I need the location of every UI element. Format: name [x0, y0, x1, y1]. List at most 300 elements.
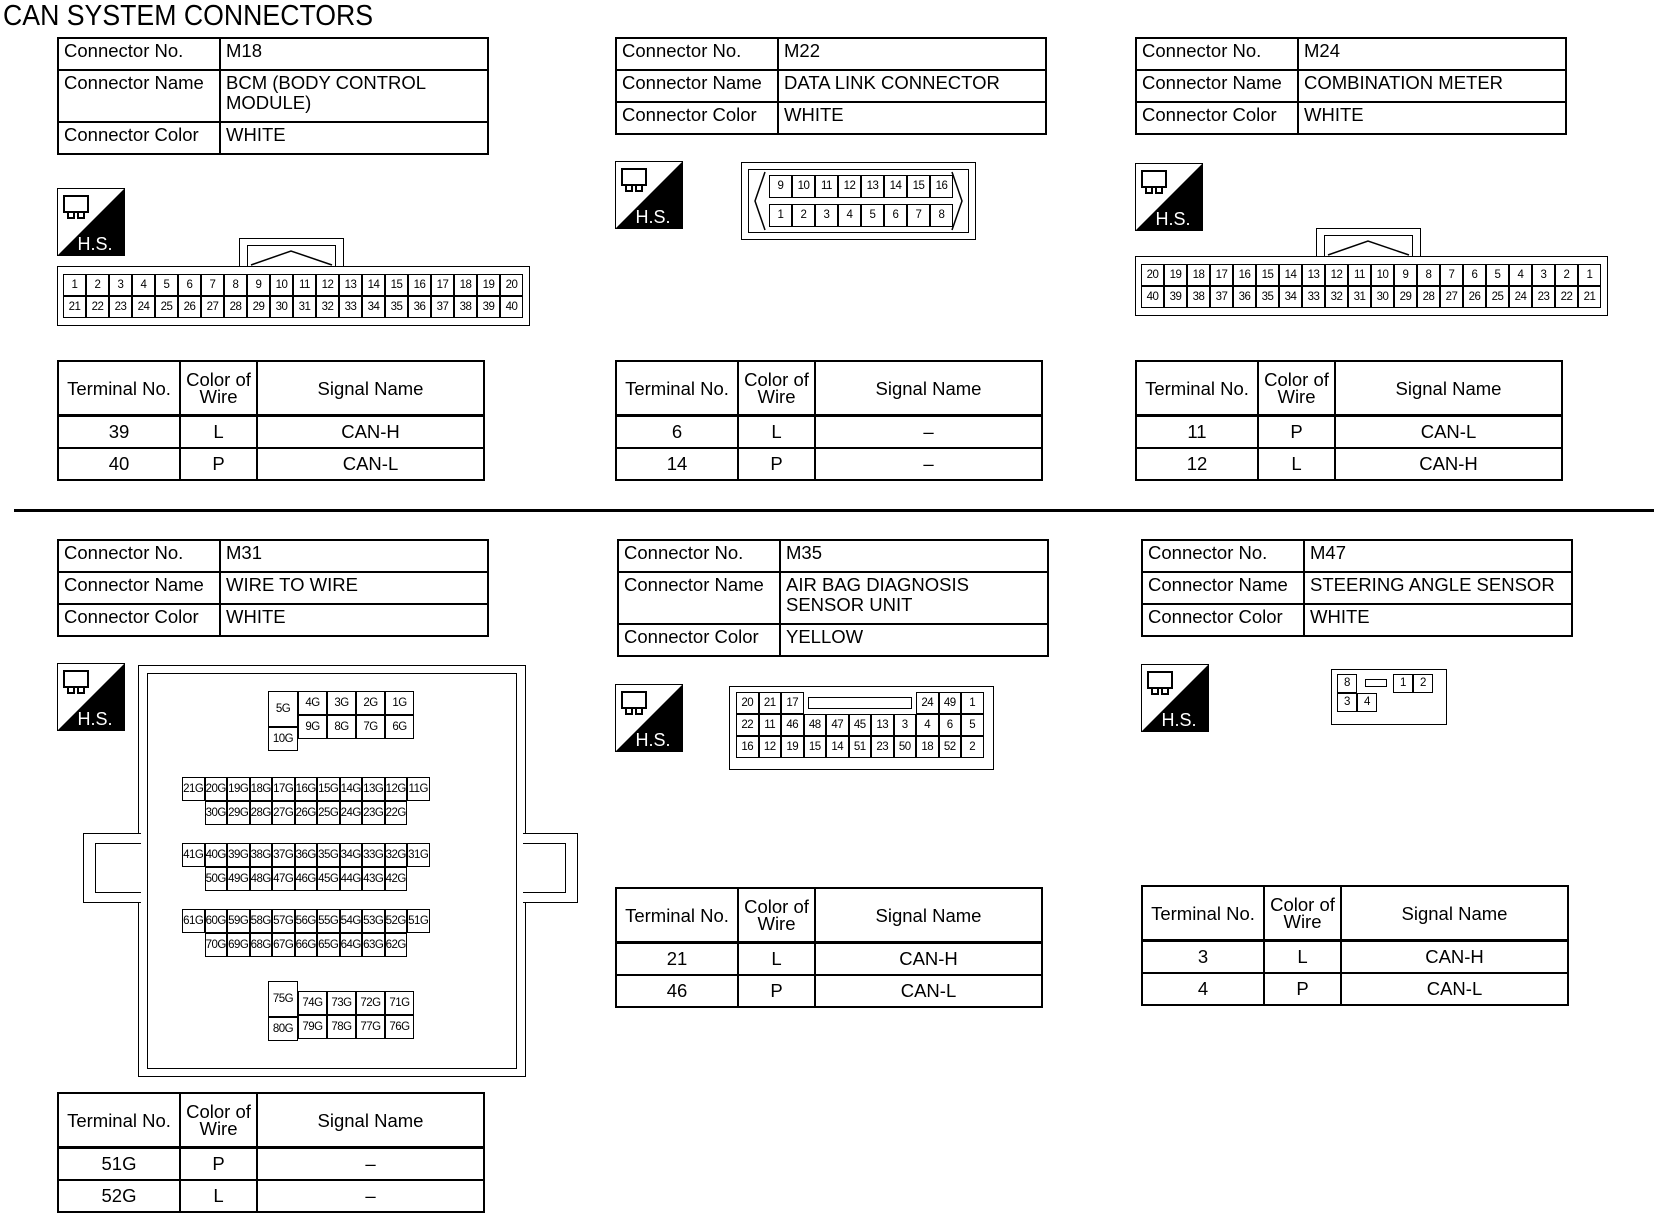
pin: 34 [1279, 286, 1302, 308]
connector-color-label: Connector Color [1142, 604, 1304, 636]
pin: 31 [1348, 286, 1371, 308]
connector-face-m47 [1331, 669, 1447, 725]
pin: 15 [907, 175, 930, 198]
pin: 38G [250, 843, 273, 867]
pin: 24 [916, 692, 939, 714]
pin: 69G [227, 933, 250, 957]
pin: 20 [500, 274, 523, 296]
connector-name-text: BCM (BODY CONTROL MODULE) [226, 72, 426, 113]
pin: 70G [205, 933, 228, 957]
latch-chevron-icon [247, 247, 336, 267]
pin: 54G [340, 909, 363, 933]
pin: 34G [340, 843, 363, 867]
pin: 31G [407, 843, 430, 867]
pin: 15 [385, 274, 408, 296]
dlc-outline-icon [741, 162, 976, 240]
terminal-no: 11 [1136, 416, 1258, 449]
terminal-table-m35 [615, 887, 1043, 1008]
hs-label: H.S. [77, 234, 113, 254]
pin: 3 [1532, 264, 1555, 286]
pin: 29G [227, 801, 250, 825]
pin: 4 [1509, 264, 1532, 286]
pin: 13 [1302, 264, 1325, 286]
pin: 5G [268, 691, 298, 727]
pin: 75G [268, 981, 298, 1017]
pin: 24 [1509, 286, 1532, 308]
terminal-no: 52G [58, 1180, 180, 1212]
connector-color-label: Connector Color [58, 604, 220, 636]
connector-info-m35 [617, 539, 1049, 657]
pin: 11 [1348, 264, 1371, 286]
pin: 56G [295, 909, 318, 933]
pin: 50 [894, 736, 917, 758]
hs-label: H.S. [77, 709, 113, 729]
pin: 68G [250, 933, 273, 957]
table-row [58, 1148, 484, 1181]
hs-label: H.S. [1161, 710, 1197, 730]
harness-side-icon [1135, 163, 1203, 231]
pin: 47 [826, 714, 849, 736]
connector-name-value: WIRE TO WIRE [220, 572, 488, 604]
table-row [616, 943, 1042, 976]
terminal-no-header: Terminal No. [1136, 361, 1258, 416]
connector-color-value: WHITE [220, 122, 488, 154]
pin: 16 [1233, 264, 1256, 286]
pin: 64G [340, 933, 363, 957]
signal-name-header: Signal Name [815, 888, 1042, 943]
terminal-table-m18 [57, 360, 485, 481]
color-of-wire-header: Color of Wire [1258, 361, 1335, 416]
pin: 3 [894, 714, 917, 736]
connector-name-label: Connector Name [616, 70, 778, 102]
connector-name-value: DATA LINK CONNECTOR [778, 70, 1046, 102]
pin: 1 [63, 274, 86, 296]
pin: 26 [1463, 286, 1486, 308]
terminal-no: 40 [58, 448, 180, 480]
pin: 11 [759, 714, 782, 736]
pin: 38 [1187, 286, 1210, 308]
pin: 38 [454, 296, 477, 318]
signal-name: CAN-H [815, 943, 1042, 976]
connector-color-label: Connector Color [616, 102, 778, 134]
signal-name-header: Signal Name [257, 1093, 484, 1148]
hs-label: H.S. [635, 207, 671, 227]
pin: 59G [227, 909, 250, 933]
pin: 23 [1532, 286, 1555, 308]
connector-no-value: M47 [1304, 540, 1572, 572]
pin: 18 [1187, 264, 1210, 286]
signal-name: CAN-L [1335, 416, 1562, 449]
pin: 17 [781, 692, 804, 714]
pin: 13 [871, 714, 894, 736]
terminal-table-m24 [1135, 360, 1563, 481]
pin: 14 [884, 175, 907, 198]
pin: 67G [272, 933, 295, 957]
pin: 14 [362, 274, 385, 296]
pin: 37 [431, 296, 454, 318]
pin: 20 [1141, 264, 1164, 286]
terminal-no-header: Terminal No. [1142, 886, 1264, 941]
signal-name: – [815, 416, 1042, 449]
pin: 74G [298, 991, 327, 1015]
pin: 19 [1164, 264, 1187, 286]
pin: 11 [815, 175, 838, 198]
pin: 46 [781, 714, 804, 736]
connector-key-slot [808, 697, 912, 709]
pin: 43G [362, 867, 385, 891]
connector-face-m24 [1135, 228, 1608, 316]
pin: 62G [385, 933, 408, 957]
pin: 42G [385, 867, 408, 891]
pin: 15 [1256, 264, 1279, 286]
pin: 11 [293, 274, 316, 296]
pin: 21 [63, 296, 86, 318]
pin: 39 [477, 296, 500, 318]
connector-side-tab-left-inner [95, 843, 141, 893]
color-of-wire-header: Color of Wire [180, 1093, 257, 1148]
pin: 36G [295, 843, 318, 867]
pin: 1 [1578, 264, 1601, 286]
pin: 21 [1578, 286, 1601, 308]
color-of-wire-header: Color of Wire [738, 888, 815, 943]
pin: 50G [205, 867, 228, 891]
pin: 79G [298, 1015, 327, 1039]
pin: 1 [769, 204, 792, 227]
pin: 24G [340, 801, 363, 825]
pin: 3 [815, 204, 838, 227]
pin: 33 [1302, 286, 1325, 308]
pin: 45 [849, 714, 872, 736]
signal-name: CAN-L [1341, 973, 1568, 1005]
color-of-wire-header: Color of Wire [1264, 886, 1341, 941]
pin: 21 [759, 692, 782, 714]
pin: 14 [826, 736, 849, 758]
pin: 6 [1463, 264, 1486, 286]
connector-side-tab-right-inner [523, 843, 566, 893]
pin: 53G [362, 909, 385, 933]
pin: 14G [340, 777, 363, 801]
pin: 47G [272, 867, 295, 891]
pin: 7 [1440, 264, 1463, 286]
pin: 30G [205, 801, 228, 825]
pin: 22G [385, 801, 408, 825]
connector-no-label: Connector No. [1136, 38, 1298, 70]
terminal-no: 46 [616, 975, 738, 1007]
signal-name: CAN-H [257, 416, 484, 449]
wire-color: P [180, 1148, 257, 1181]
table-row [1142, 973, 1568, 1005]
pin: 12G [385, 777, 408, 801]
connector-info-m22 [615, 37, 1047, 135]
wire-color: P [1258, 416, 1335, 449]
connector-name-text: AIR BAG DIAGNOSIS SENSOR UNIT [786, 574, 969, 615]
terminal-table-m22 [615, 360, 1043, 481]
pin: 12 [838, 175, 861, 198]
connector-name-label: Connector Name [1142, 572, 1304, 604]
pin: 12 [1325, 264, 1348, 286]
pin: 45G [317, 867, 340, 891]
connector-no-label: Connector No. [58, 38, 220, 70]
pin: 9 [247, 274, 270, 296]
pin: 18G [250, 777, 273, 801]
pin: 44G [340, 867, 363, 891]
connector-face-m18 [57, 238, 530, 326]
connector-color-value: WHITE [1298, 102, 1566, 134]
signal-name-header: Signal Name [1341, 886, 1568, 941]
pin: 4G [298, 691, 327, 715]
terminal-no-header: Terminal No. [616, 361, 738, 416]
connector-no-value: M24 [1298, 38, 1566, 70]
pin: 13 [339, 274, 362, 296]
connector-info-m31 [57, 539, 489, 637]
pin: 33G [362, 843, 385, 867]
pin: 51 [849, 736, 872, 758]
wire-color: L [180, 1180, 257, 1212]
pin: 2 [1413, 674, 1433, 693]
connector-name-label: Connector Name [58, 70, 220, 122]
connector-name-label: Connector Name [1136, 70, 1298, 102]
connector-name-value [780, 572, 1048, 624]
pin: 40G [205, 843, 228, 867]
pin: 24 [132, 296, 155, 318]
pin: 5 [1486, 264, 1509, 286]
wire-color: L [738, 943, 815, 976]
pin: 13G [362, 777, 385, 801]
pin: 10 [270, 274, 293, 296]
wire-color: P [1264, 973, 1341, 1005]
pin: 1 [1393, 674, 1413, 693]
connector-no-value: M22 [778, 38, 1046, 70]
pin: 78G [327, 1015, 356, 1039]
pin: 34 [362, 296, 385, 318]
pin: 19 [477, 274, 500, 296]
pin: 15G [317, 777, 340, 801]
pin: 5 [861, 204, 884, 227]
terminal-table-m47 [1141, 885, 1569, 1006]
pin: 8 [930, 204, 953, 227]
wire-color: L [1258, 448, 1335, 480]
pin: 10G [268, 727, 298, 751]
pin: 31 [293, 296, 316, 318]
pin: 36 [1233, 286, 1256, 308]
section-divider [14, 509, 1654, 512]
harness-side-icon [1141, 664, 1209, 732]
pin: 16G [295, 777, 318, 801]
pin: 41G [182, 843, 205, 867]
pin: 4 [1357, 693, 1377, 712]
pin: 21G [182, 777, 205, 801]
pin: 12 [759, 736, 782, 758]
pin: 40 [1141, 286, 1164, 308]
pin: 23 [871, 736, 894, 758]
pin: 11G [407, 777, 430, 801]
page-title: CAN SYSTEM CONNECTORS [3, 0, 374, 32]
pin: 15 [804, 736, 827, 758]
pin: 26G [295, 801, 318, 825]
color-of-wire-header: Color of Wire [180, 361, 257, 416]
pin: 6G [385, 715, 414, 739]
harness-side-icon [615, 161, 683, 229]
pin: 27 [1440, 286, 1463, 308]
pin: 9 [769, 175, 792, 198]
pin: 28G [250, 801, 273, 825]
table-row [58, 416, 484, 449]
terminal-no: 4 [1142, 973, 1264, 1005]
pin: 25 [155, 296, 178, 318]
pin: 80G [268, 1017, 298, 1041]
wire-color: P [738, 975, 815, 1007]
pin: 7 [201, 274, 224, 296]
table-row [58, 1180, 484, 1212]
connector-color-value: WHITE [778, 102, 1046, 134]
pin: 35 [385, 296, 408, 318]
pin: 26 [178, 296, 201, 318]
table-row [616, 975, 1042, 1007]
terminal-no-header: Terminal No. [58, 1093, 180, 1148]
table-row [1142, 941, 1568, 974]
pin: 23 [109, 296, 132, 318]
pin: 39G [227, 843, 250, 867]
connector-color-value: WHITE [220, 604, 488, 636]
pin: 2 [792, 204, 815, 227]
pin: 33 [339, 296, 362, 318]
connector-name-label: Connector Name [618, 572, 780, 624]
connector-info-m47 [1141, 539, 1573, 637]
pin: 10 [1371, 264, 1394, 286]
pin: 8 [224, 274, 247, 296]
table-row [1136, 416, 1562, 449]
pin: 1G [385, 691, 414, 715]
pin: 6 [884, 204, 907, 227]
table-row [616, 416, 1042, 449]
pin: 25 [1486, 286, 1509, 308]
pin: 39 [1164, 286, 1187, 308]
pin: 32 [1325, 286, 1348, 308]
pin: 48 [804, 714, 827, 736]
pin: 6 [178, 274, 201, 296]
pin: 1 [961, 692, 984, 714]
latch-chevron-icon [1324, 237, 1413, 257]
pin: 60G [205, 909, 228, 933]
pin: 28 [224, 296, 247, 318]
connector-name-label: Connector Name [58, 572, 220, 604]
pin: 40 [500, 296, 523, 318]
pin: 4 [838, 204, 861, 227]
signal-name: CAN-L [257, 448, 484, 480]
hs-label: H.S. [1155, 209, 1191, 229]
pin: 27 [201, 296, 224, 318]
wire-color: P [738, 448, 815, 480]
pin: 17G [272, 777, 295, 801]
connector-no-value: M31 [220, 540, 488, 572]
signal-name: – [257, 1180, 484, 1212]
pin: 51G [407, 909, 430, 933]
pin: 7 [907, 204, 930, 227]
pin: 66G [295, 933, 318, 957]
pin: 46G [295, 867, 318, 891]
pin: 17 [1210, 264, 1233, 286]
pin: 32G [385, 843, 408, 867]
terminal-table-m31 [57, 1092, 485, 1213]
terminal-no: 12 [1136, 448, 1258, 480]
signal-name: – [257, 1148, 484, 1181]
pin: 58G [250, 909, 273, 933]
connector-name-value [220, 70, 488, 122]
connector-color-value: WHITE [1304, 604, 1572, 636]
pin: 65G [317, 933, 340, 957]
pin: 9G [298, 715, 327, 739]
connector-color-label: Connector Color [618, 624, 780, 656]
connector-color-label: Connector Color [58, 122, 220, 154]
wire-color: P [180, 448, 257, 480]
pin: 76G [385, 1015, 414, 1039]
hs-label: H.S. [635, 730, 671, 750]
pin: 3 [109, 274, 132, 296]
pin: 77G [356, 1015, 385, 1039]
connector-info-m24 [1135, 37, 1567, 135]
pin: 36 [408, 296, 431, 318]
pin: 72G [356, 991, 385, 1015]
pin: 6 [939, 714, 962, 736]
pin: 2G [356, 691, 385, 715]
pin: 28 [1417, 286, 1440, 308]
pin: 63G [362, 933, 385, 957]
connector-face-m22 [741, 162, 976, 240]
connector-name-value: STEERING ANGLE SENSOR [1304, 572, 1572, 604]
pin: 18 [916, 736, 939, 758]
pin: 16 [408, 274, 431, 296]
pin: 23G [362, 801, 385, 825]
signal-name: CAN-H [1335, 448, 1562, 480]
pin: 73G [327, 991, 356, 1015]
pin: 8 [1417, 264, 1440, 286]
table-row [1136, 448, 1562, 480]
pin: 7G [356, 715, 385, 739]
pin: 8G [327, 715, 356, 739]
wire-color: L [738, 416, 815, 449]
terminal-no: 39 [58, 416, 180, 449]
connector-no-label: Connector No. [58, 540, 220, 572]
table-row [616, 448, 1042, 480]
signal-name: CAN-L [815, 975, 1042, 1007]
connector-name-value: COMBINATION METER [1298, 70, 1566, 102]
pin: 8 [1337, 674, 1357, 693]
pin: 20G [205, 777, 228, 801]
pin: 5 [155, 274, 178, 296]
connector-color-value: YELLOW [780, 624, 1048, 656]
pin: 71G [385, 991, 414, 1015]
pin: 2 [86, 274, 109, 296]
pin: 48G [250, 867, 273, 891]
connector-key-slot [1365, 679, 1387, 687]
signal-name-header: Signal Name [815, 361, 1042, 416]
terminal-no: 14 [616, 448, 738, 480]
connector-no-value: M35 [780, 540, 1048, 572]
pin: 20 [736, 692, 759, 714]
connector-info-m18 [57, 37, 489, 155]
pin: 10 [792, 175, 815, 198]
terminal-no: 51G [58, 1148, 180, 1181]
pin: 57G [272, 909, 295, 933]
pin: 27G [272, 801, 295, 825]
pin: 52G [385, 909, 408, 933]
pin: 37G [272, 843, 295, 867]
pin: 19 [781, 736, 804, 758]
signal-name-header: Signal Name [1335, 361, 1562, 416]
terminal-no-header: Terminal No. [58, 361, 180, 416]
pin: 29 [1394, 286, 1417, 308]
pin: 55G [317, 909, 340, 933]
